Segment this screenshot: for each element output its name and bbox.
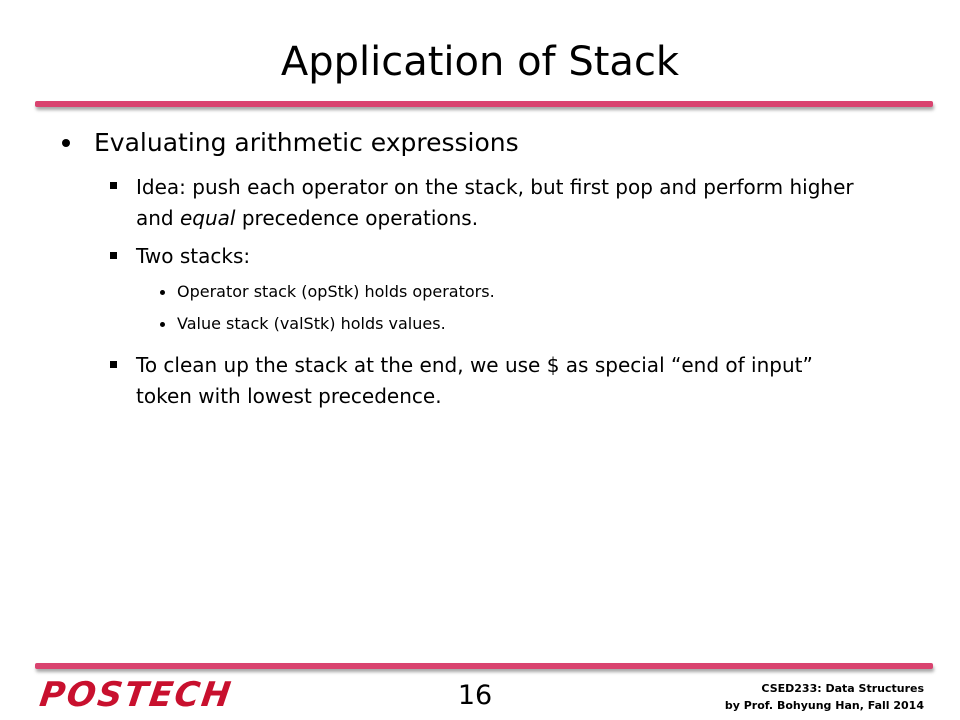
square-bullet-icon xyxy=(110,252,117,259)
bullet-dot-icon xyxy=(62,139,70,147)
main-bullet-text: Evaluating arithmetic expressions xyxy=(94,128,519,157)
course-info xyxy=(725,680,924,714)
idea-bullet-text xyxy=(136,172,856,234)
value-stack-text: Value stack (valStk) holds values. xyxy=(177,314,446,333)
footer-separator xyxy=(35,663,933,669)
bullet-dot-icon xyxy=(160,322,165,327)
operator-stack-text: Operator stack (opStk) holds operators. xyxy=(177,282,495,301)
bullet-dot-icon xyxy=(160,290,165,295)
page-number: 16 xyxy=(457,680,493,711)
title-separator xyxy=(35,101,933,107)
slide-title: Application of Stack xyxy=(280,39,680,85)
postech-logo: POSTECH xyxy=(37,675,235,715)
square-bullet-icon xyxy=(110,361,117,368)
course-title: CSED233: Data Structures xyxy=(761,682,924,695)
square-bullet-icon xyxy=(110,182,117,189)
two-stacks-bullet-text: Two stacks: xyxy=(136,244,251,268)
idea-text-start: Idea: push each operator on the stack, but first pop and perform higher and xyxy=(136,175,854,230)
idea-text-emphasis: equal xyxy=(179,206,236,230)
course-instructor: by Prof. Bohyung Han, Fall 2014 xyxy=(724,699,924,712)
cleanup-bullet-text: To clean up the stack at the end, we use $ as special “end of input” token with lowest precedence. xyxy=(136,353,813,408)
idea-text-end: precedence operations. xyxy=(235,206,479,230)
